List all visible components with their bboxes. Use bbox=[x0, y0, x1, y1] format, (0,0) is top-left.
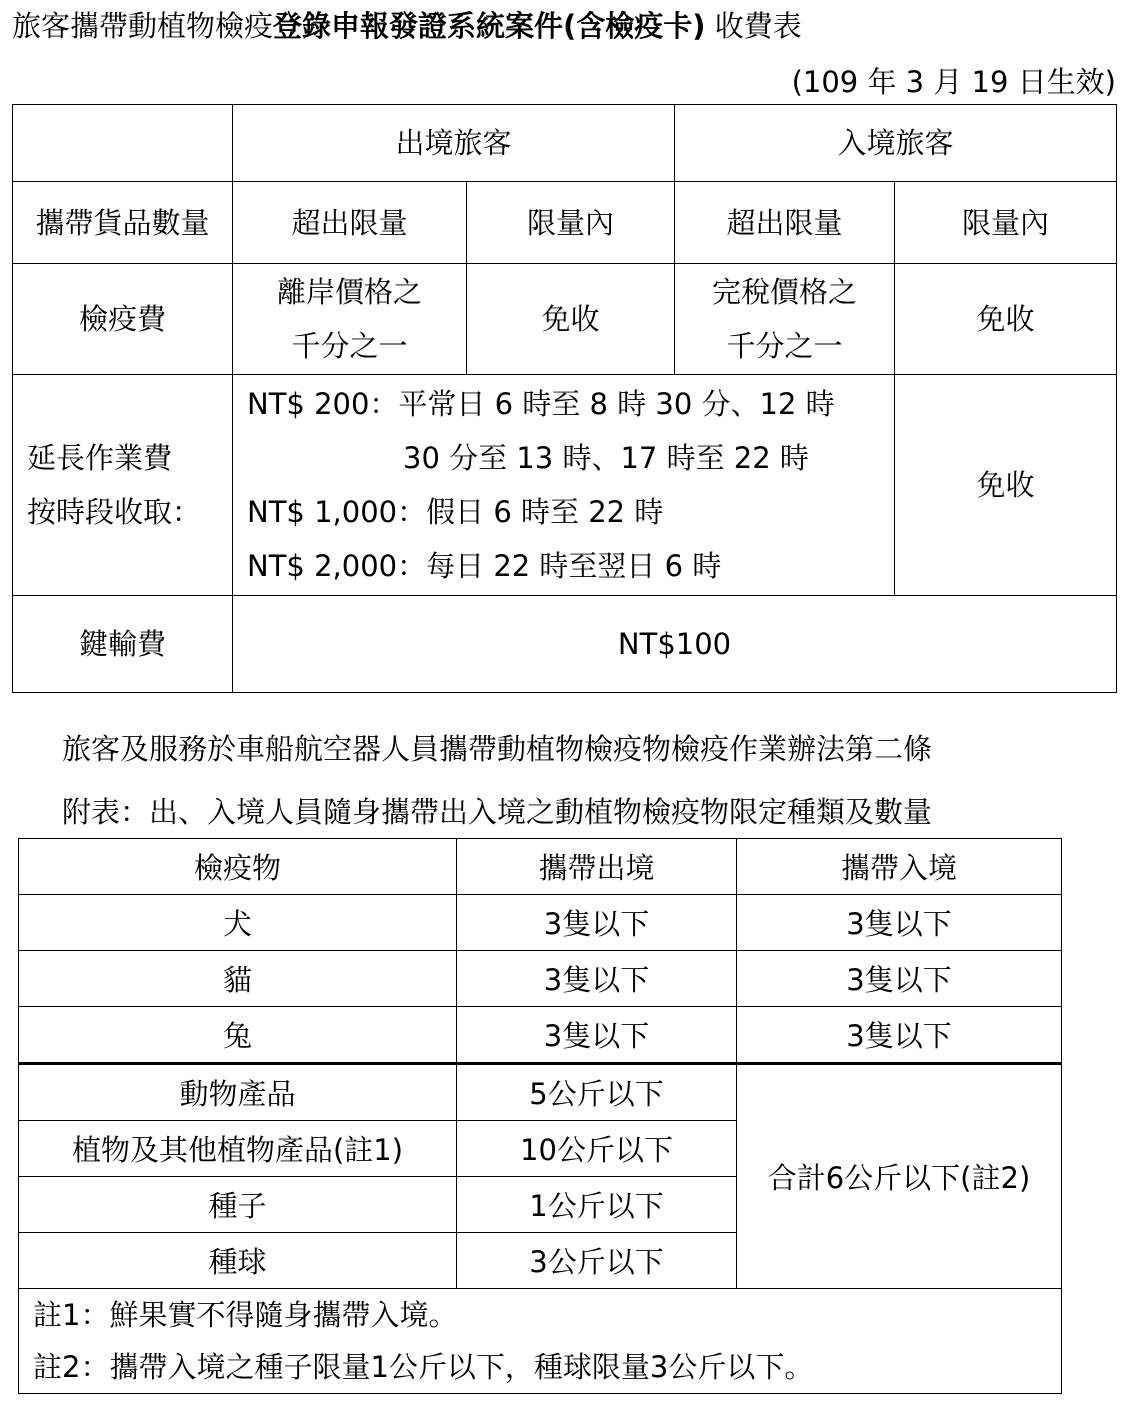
col-header-out: 攜帶出境 bbox=[457, 839, 737, 895]
row-item: 種球 bbox=[19, 1233, 457, 1289]
title-suffix: 收費表 bbox=[705, 9, 802, 43]
row-item: 兔 bbox=[19, 1007, 457, 1064]
departing-header: 出境旅客 bbox=[233, 105, 675, 182]
table-row bbox=[19, 1064, 1062, 1121]
row-out: 10公斤以下 bbox=[457, 1121, 737, 1177]
row-item: 貓 bbox=[19, 951, 457, 1007]
row-item: 動物產品 bbox=[19, 1064, 457, 1121]
ext-line3: NT$ 1,000：假日 6 時至 22 時 bbox=[247, 495, 664, 529]
row-item: 犬 bbox=[19, 895, 457, 951]
arr-over-limit: 超出限量 bbox=[675, 182, 895, 264]
title-bold: 登錄申報發證系統案件(含檢疫卡) bbox=[273, 9, 706, 43]
row-out: 3隻以下 bbox=[457, 1007, 737, 1064]
arr-over-fee-line2: 千分之一 bbox=[726, 329, 843, 363]
row-in: 3隻以下 bbox=[737, 1007, 1062, 1064]
row-out: 1公斤以下 bbox=[457, 1177, 737, 1233]
effective-date: (109 年 3 月 19 日生效) bbox=[791, 65, 1116, 99]
row-out: 3公斤以下 bbox=[457, 1233, 737, 1289]
dep-over-limit: 超出限量 bbox=[233, 182, 467, 264]
row-item: 植物及其他植物產品(註1) bbox=[19, 1121, 457, 1177]
dep-over-fee-line1: 離岸價格之 bbox=[276, 275, 422, 309]
row-in: 3隻以下 bbox=[737, 951, 1062, 1007]
ext-line1: NT$ 200：平常日 6 時至 8 時 30 分、12 時 bbox=[247, 387, 835, 421]
empty-header-cell bbox=[13, 105, 233, 182]
products-in-total: 合計6公斤以下(註2) bbox=[737, 1064, 1062, 1289]
row-out: 3隻以下 bbox=[457, 895, 737, 951]
quantity-limit-table bbox=[18, 838, 1062, 1394]
quarantine-fee-label: 檢疫費 bbox=[13, 264, 233, 375]
extension-label-line1: 延長作業費 bbox=[27, 441, 173, 475]
row-item: 種子 bbox=[19, 1177, 457, 1233]
notes bbox=[19, 1289, 1062, 1394]
intro-line1: 旅客及服務於車船航空器人員攜帶動植物檢疫物檢疫作業辦法第二條 bbox=[62, 732, 933, 766]
row-out: 3隻以下 bbox=[457, 951, 737, 1007]
arr-within-limit: 限量內 bbox=[895, 182, 1117, 264]
arr-over-fee bbox=[675, 264, 895, 375]
arr-within-fee: 免收 bbox=[895, 264, 1117, 375]
note-2: 註2：攜帶入境之種子限量1公斤以下，種球限量3公斤以下。 bbox=[33, 1350, 814, 1384]
table-row bbox=[19, 1007, 1062, 1064]
row-in: 3隻以下 bbox=[737, 895, 1062, 951]
extension-label-line2: 按時段收取： bbox=[27, 495, 202, 529]
keying-fee-value: NT$100 bbox=[233, 596, 1117, 693]
document-title bbox=[12, 6, 802, 46]
arr-extension-fee: 免收 bbox=[895, 375, 1117, 596]
arr-over-fee-line1: 完稅價格之 bbox=[712, 275, 858, 309]
dep-within-fee: 免收 bbox=[467, 264, 675, 375]
dep-over-fee-line2: 千分之一 bbox=[291, 329, 408, 363]
table-row bbox=[19, 895, 1062, 951]
extension-fee-details bbox=[233, 375, 895, 596]
ext-line4: NT$ 2,000：每日 22 時至翌日 6 時 bbox=[247, 549, 722, 583]
note-1: 註1：鮮果實不得隨身攜帶入境。 bbox=[33, 1298, 458, 1332]
row-out: 5公斤以下 bbox=[457, 1064, 737, 1121]
dep-within-limit: 限量內 bbox=[467, 182, 675, 264]
arriving-header: 入境旅客 bbox=[675, 105, 1117, 182]
intro-line2: 附表：出、入境人員隨身攜帶出入境之動植物檢疫物限定種類及數量 bbox=[62, 795, 933, 829]
col-header-in: 攜帶入境 bbox=[737, 839, 1062, 895]
fee-table bbox=[12, 104, 1117, 693]
ext-line2: 30 分至 13 時、17 時至 22 時 bbox=[403, 441, 809, 475]
col-header-item: 檢疫物 bbox=[19, 839, 457, 895]
qty-label: 攜帶貨品數量 bbox=[13, 182, 233, 264]
title-prefix: 旅客攜帶動植物檢疫 bbox=[12, 9, 274, 43]
table-row bbox=[19, 951, 1062, 1007]
dep-over-fee bbox=[233, 264, 467, 375]
keying-fee-label: 鍵輸費 bbox=[13, 596, 233, 693]
extension-label bbox=[13, 375, 233, 596]
